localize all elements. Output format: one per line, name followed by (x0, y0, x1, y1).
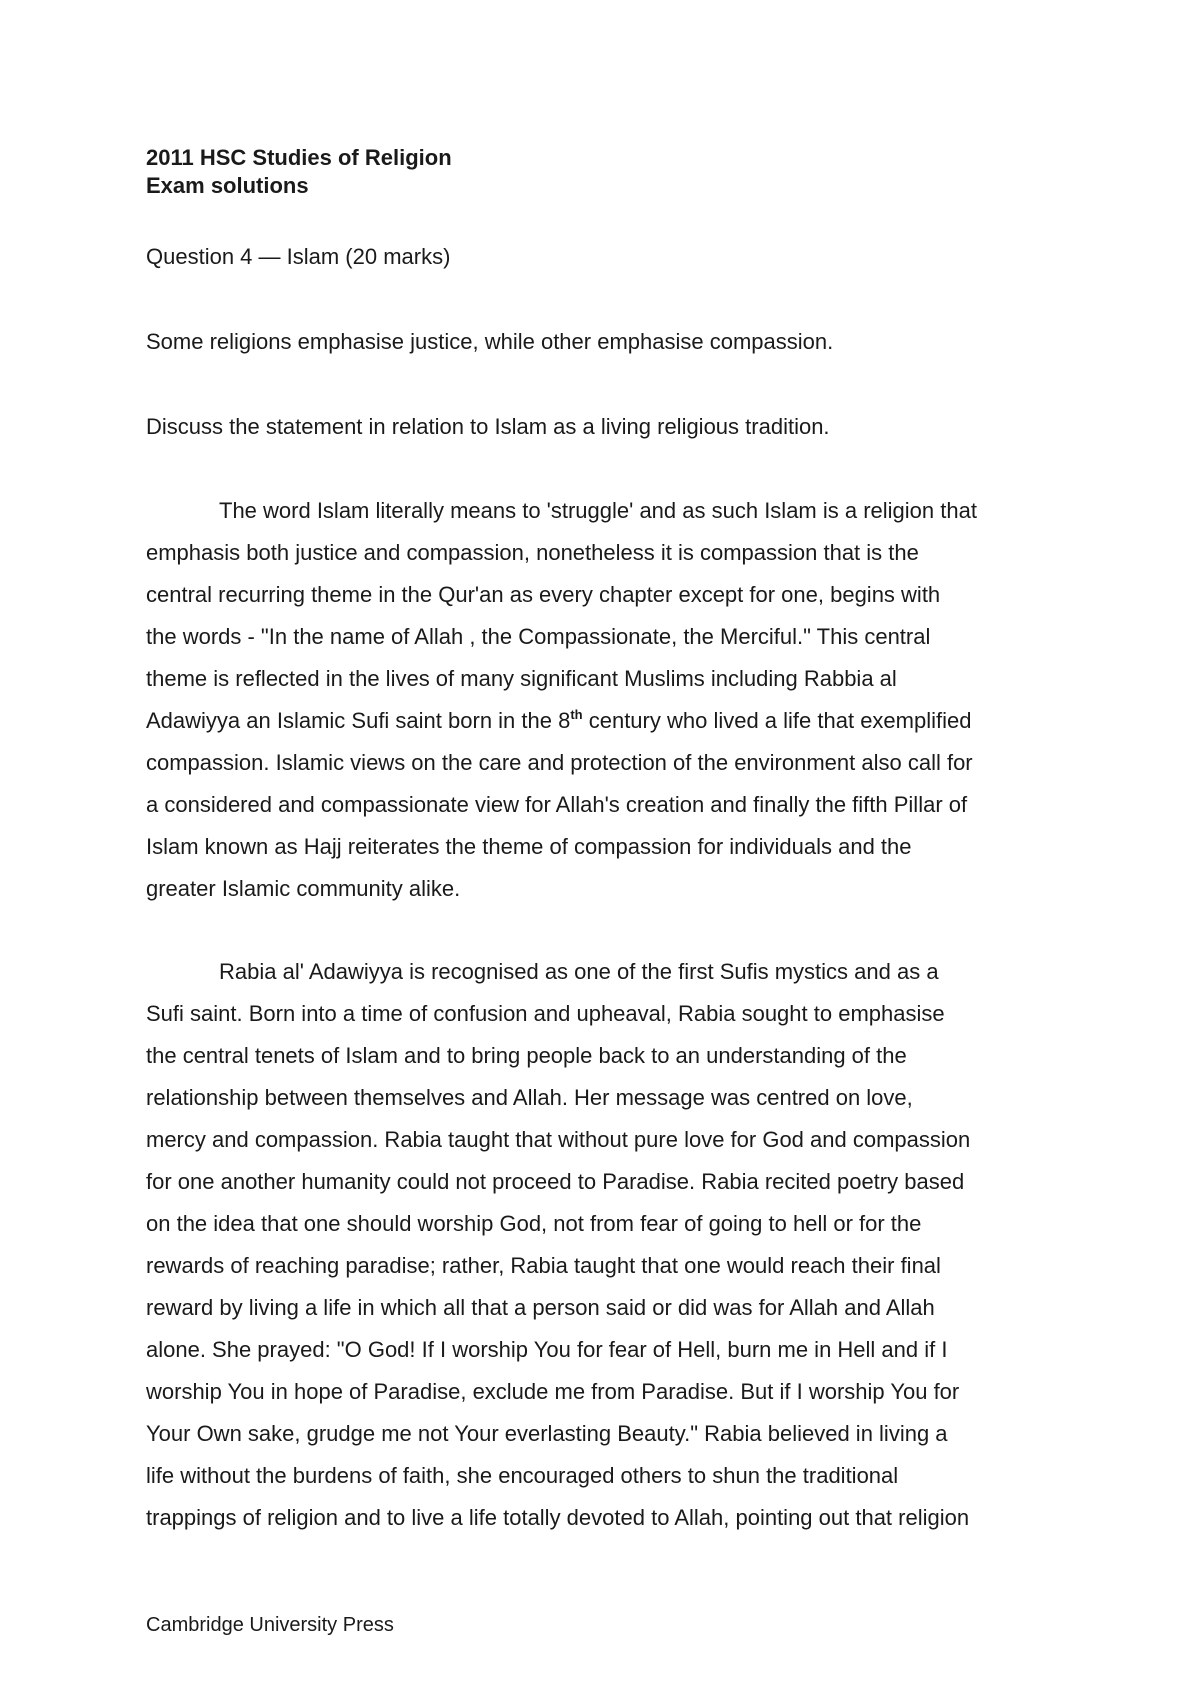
question-instruction: Discuss the statement in relation to Islam as a living religious tradition. (146, 414, 830, 439)
paragraph-line: compassion. Islamic views on the care and protection of the environment also call for (146, 750, 973, 775)
paragraph-line: a considered and compassionate view for Allah's creation and finally the fifth Pillar of (146, 792, 968, 817)
paragraph-line: greater Islamic community alike. (146, 876, 461, 901)
answer-paragraph-2 (146, 951, 1076, 1539)
paragraph-line: Islam known as Hajj reiterates the theme of compassion for individuals and the (146, 834, 912, 859)
title-line-1: 2011 HSC Studies of Religion (146, 145, 452, 170)
paragraph-line: trappings of religion and to live a life totally devoted to Allah, pointing out that religion (146, 1505, 970, 1530)
answer-paragraph-1 (146, 490, 1076, 910)
paragraph-line: relationship between themselves and Allah. Her message was centred on love, (146, 1085, 913, 1110)
paragraph-line: reward by living a life in which all that a person said or did was for Allah and Allah (146, 1295, 935, 1320)
paragraph-line-text: century who lived a life that exemplified (582, 708, 972, 733)
paragraph-line: The word Islam literally means to 'struggle' and as such Islam is a religion that (219, 498, 977, 523)
paragraph-line: on the idea that one should worship God, not from fear of going to hell or for the (146, 1211, 922, 1236)
document-title (146, 144, 1046, 200)
paragraph-line: Sufi saint. Born into a time of confusion and upheaval, Rabia sought to emphasise (146, 1001, 945, 1026)
paragraph-line: the words - "In the name of Allah , the Compassionate, the Merciful." This central (146, 624, 931, 649)
question-heading: Question 4 — Islam (20 marks) (146, 244, 451, 269)
paragraph-line: mercy and compassion. Rabia taught that without pure love for God and compassion (146, 1127, 971, 1152)
paragraph-line: worship You in hope of Paradise, exclude me from Paradise. But if I worship You for (146, 1379, 960, 1404)
paragraph-line: for one another humanity could not proceed to Paradise. Rabia recited poetry based (146, 1169, 965, 1194)
paragraph-line: Your Own sake, grudge me not Your everlasting Beauty." Rabia believed in living a (146, 1421, 948, 1446)
paragraph-line: the central tenets of Islam and to bring people back to an understanding of the (146, 1043, 907, 1068)
paragraph-line (146, 700, 1076, 742)
paragraph-line-text: Adawiyya an Islamic Sufi saint born in the 8 (146, 708, 571, 733)
ordinal-superscript: th (570, 707, 583, 722)
paragraph-line: alone. She prayed: "O God! If I worship You for fear of Hell, burn me in Hell and if I (146, 1337, 948, 1362)
paragraph-line: central recurring theme in the Qur'an as every chapter except for one, begins with (146, 582, 941, 607)
paragraph-line: emphasis both justice and compassion, nonetheless it is compassion that is the (146, 540, 919, 565)
paragraph-line: Rabia al' Adawiyya is recognised as one of the first Sufis mystics and as a (219, 959, 939, 984)
title-line-2: Exam solutions (146, 173, 309, 198)
paragraph-line: life without the burdens of faith, she encouraged others to shun the traditional (146, 1463, 899, 1488)
paragraph-line: rewards of reaching paradise; rather, Rabia taught that one would reach their final (146, 1253, 941, 1278)
footer-publisher: Cambridge University Press (146, 1614, 394, 1636)
paragraph-line: theme is reflected in the lives of many significant Muslims including Rabbia al (146, 666, 897, 691)
question-statement: Some religions emphasise justice, while other emphasise compassion. (146, 329, 834, 354)
